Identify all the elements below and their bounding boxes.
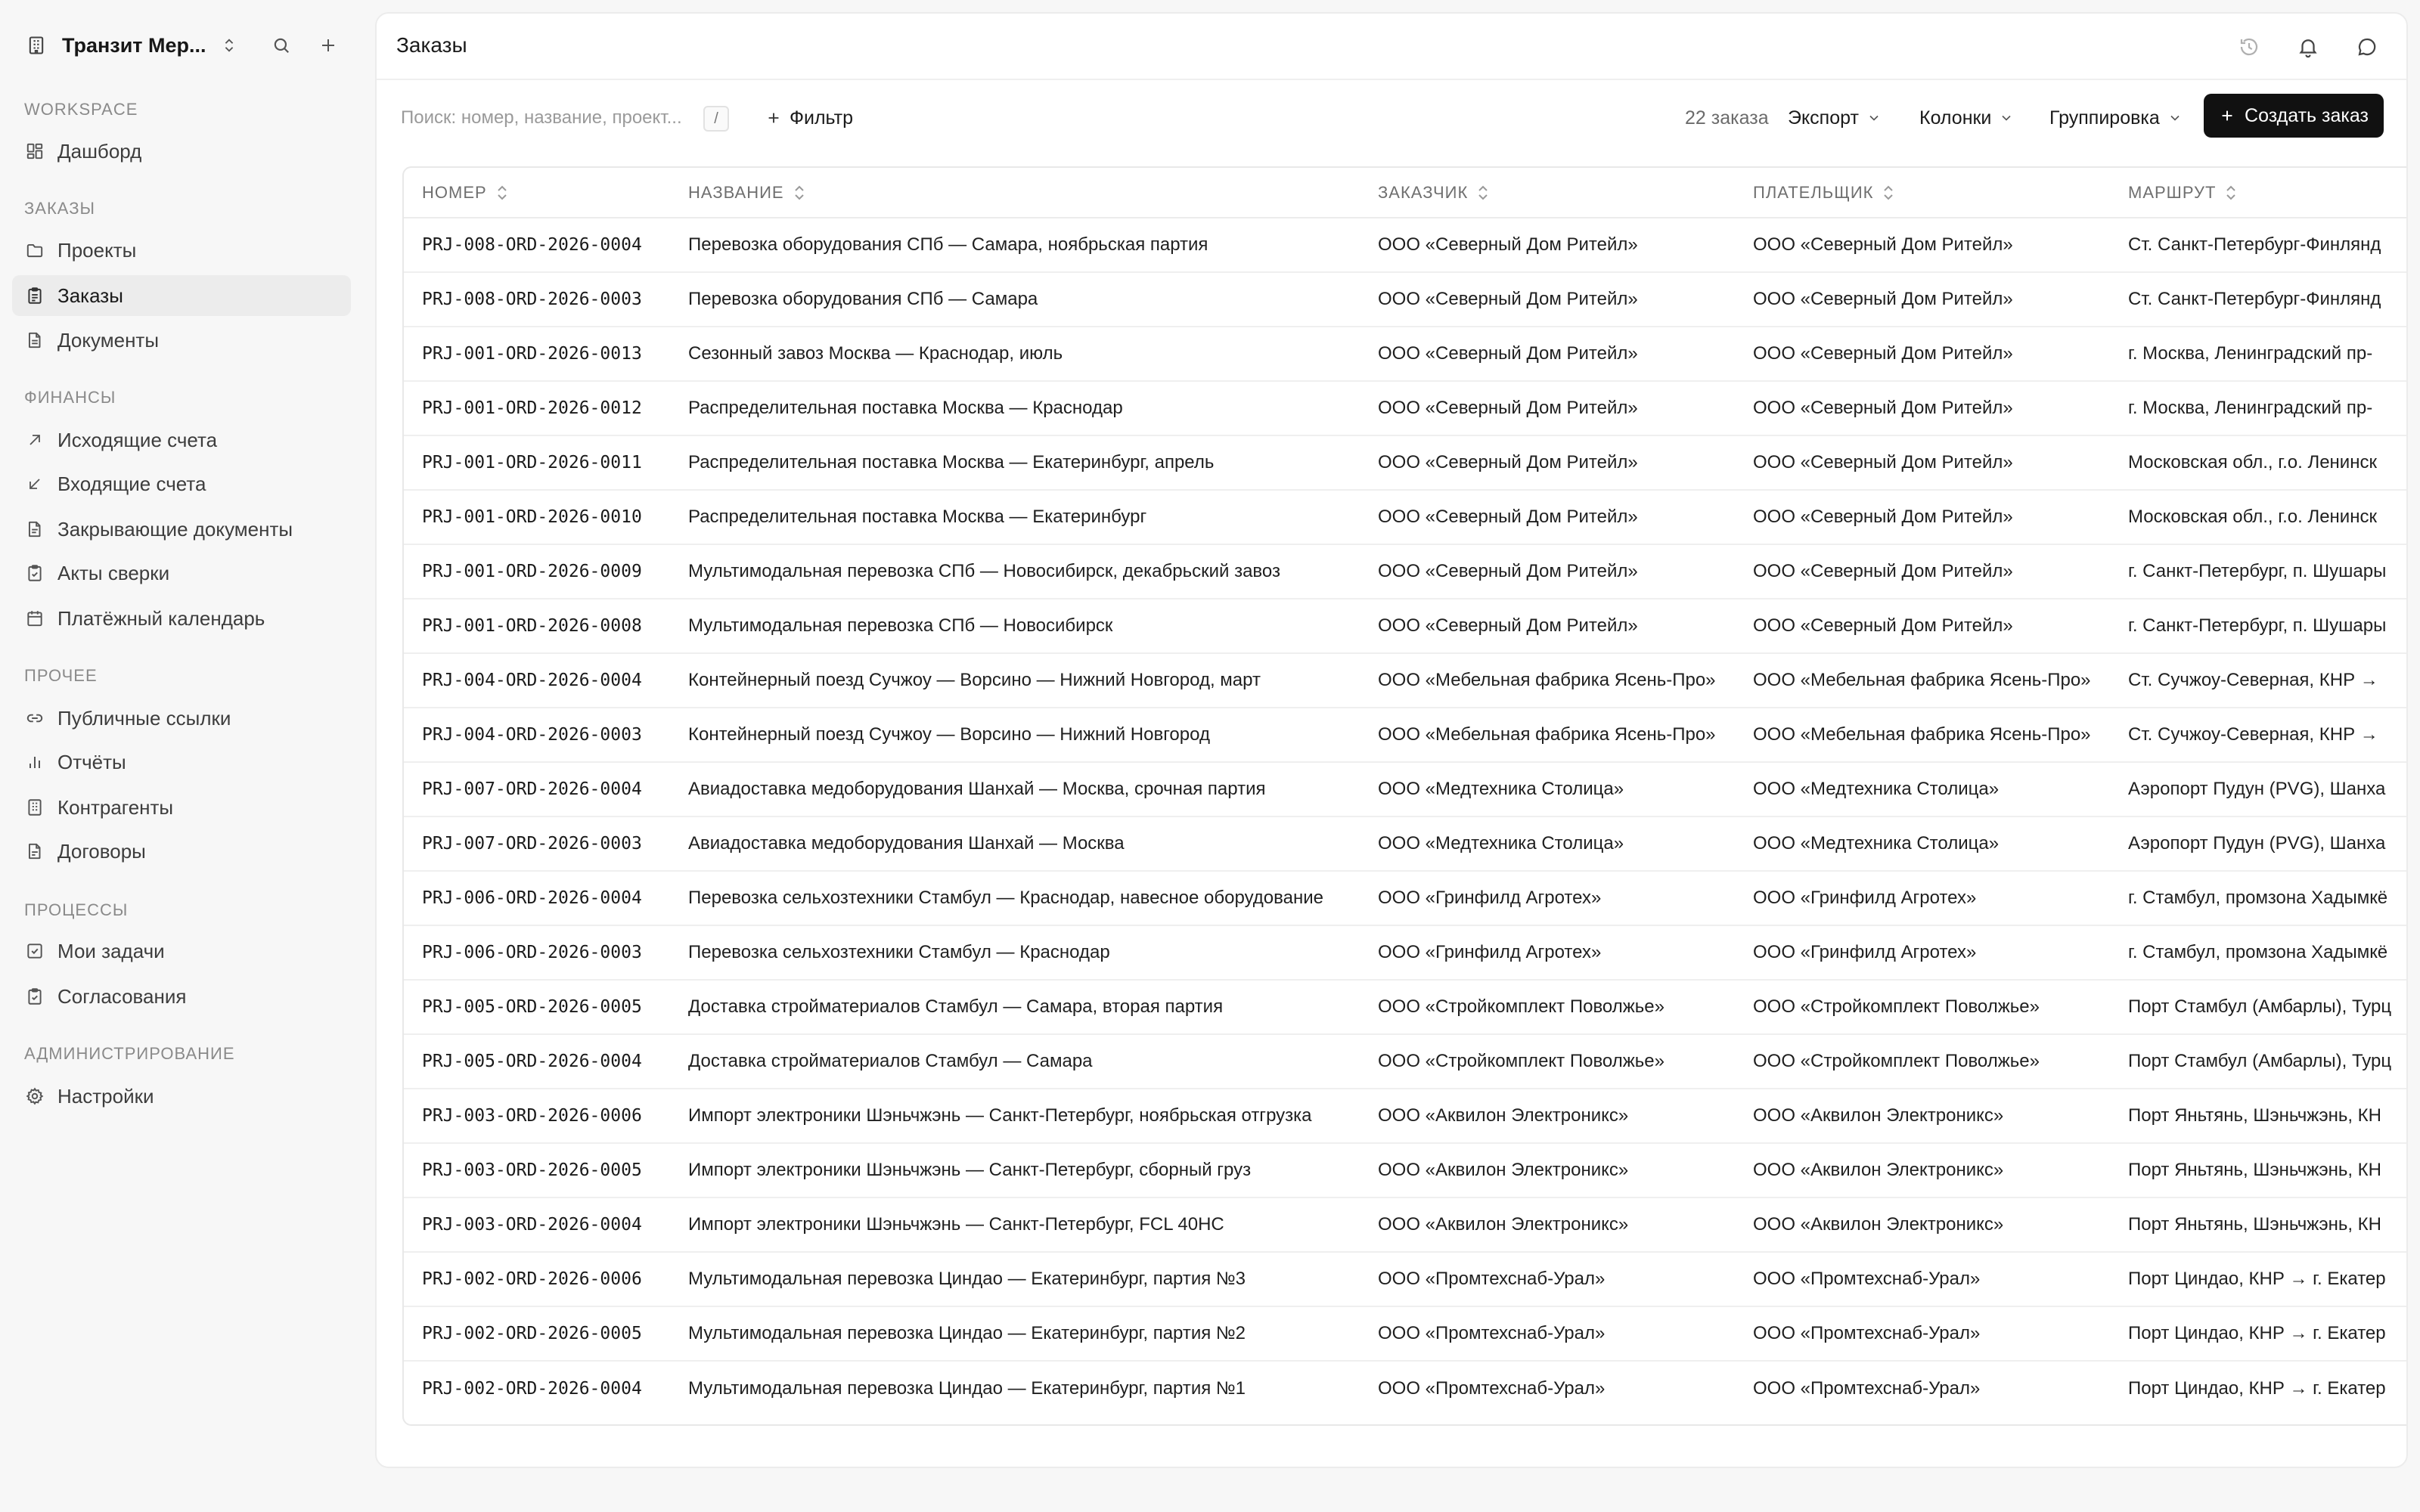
table-row[interactable]	[404, 218, 2408, 272]
sidebar-item-reports[interactable]	[12, 742, 351, 782]
payer-cell: ООО «Северный Дом Ритейл»	[1735, 490, 2110, 544]
order-name-cell: Распределительная поставка Москва — Екатеринбург	[670, 490, 1360, 544]
order-name-cell: Мультимодальная перевозка Циндао — Екатеринбург, партия №2	[670, 1306, 1360, 1361]
sidebar-item-my-tasks[interactable]	[12, 931, 351, 971]
order-name-cell: Перевозка сельхозтехники Стамбул — Краснодар	[670, 925, 1360, 980]
column-header-route[interactable]	[2110, 168, 2408, 218]
order-name-cell: Перевозка оборудования СПб — Самара	[670, 272, 1360, 327]
payer-cell: ООО «Мебельная фабрика Ясень-Про»	[1735, 653, 2110, 708]
route-cell: г. Москва, Ленинградский пр-	[2110, 327, 2408, 381]
order-number-cell: PRJ-008-ORD-2026-0003	[404, 272, 670, 327]
section-label-finance: ФИНАНСЫ	[24, 388, 116, 407]
order-name-cell: Распределительная поставка Москва — Екатеринбург, апрель	[670, 435, 1360, 490]
order-name-cell: Перевозка оборудования СПб — Самара, ноябрьская партия	[670, 218, 1360, 272]
table-body	[404, 218, 2408, 1415]
export-label: Экспорт	[1788, 107, 1859, 129]
workspace-name: Транзит Мер...	[62, 33, 206, 57]
sidebar-item-label: Отчёты	[57, 750, 126, 773]
bell-icon[interactable]	[2293, 32, 2323, 62]
column-header-customer[interactable]	[1360, 168, 1735, 218]
order-number-cell: PRJ-004-ORD-2026-0003	[404, 708, 670, 762]
order-number-cell: PRJ-008-ORD-2026-0004	[404, 218, 670, 272]
search-shortcut-hint: /	[703, 106, 729, 132]
sort-icon	[793, 184, 805, 201]
customer-cell: ООО «Мебельная фабрика Ясень-Про»	[1360, 653, 1735, 708]
table-row[interactable]	[404, 599, 2408, 653]
sidebar-item-label: Дашборд	[57, 139, 142, 163]
sidebar-item-contracts[interactable]	[12, 831, 351, 872]
order-name-cell: Импорт электроники Шэньчжэнь — Санкт-Петербург, ноябрьская отгрузка	[670, 1089, 1360, 1143]
sort-icon	[496, 184, 508, 201]
order-number-cell: PRJ-003-ORD-2026-0005	[404, 1143, 670, 1198]
customer-cell: ООО «Северный Дом Ритейл»	[1360, 381, 1735, 435]
route-cell: Ст. Сучжоу-Северная, КНР →	[2110, 708, 2408, 762]
section-label-admin: АДМИНИСТРИРОВАНИЕ	[24, 1044, 235, 1063]
top-bar	[377, 14, 2406, 80]
order-number-cell: PRJ-005-ORD-2026-0005	[404, 980, 670, 1034]
payer-cell: ООО «Медтехника Столица»	[1735, 816, 2110, 871]
route-cell: Аэропорт Пудун (PVG), Шанха	[2110, 762, 2408, 816]
customer-cell: ООО «Аквилон Электроникс»	[1360, 1198, 1735, 1252]
task-check-icon	[24, 940, 45, 962]
sidebar-item-label: Контрагенты	[57, 795, 174, 819]
customer-cell: ООО «Гринфилд Агротех»	[1360, 925, 1735, 980]
arrow-down-left-icon	[24, 473, 45, 494]
column-header-name[interactable]	[670, 168, 1360, 218]
payer-cell: ООО «Северный Дом Ритейл»	[1735, 327, 2110, 381]
customer-cell: ООО «Промтехснаб-Урал»	[1360, 1252, 1735, 1306]
order-name-cell: Импорт электроники Шэньчжэнь — Санкт-Петербург, FCL 40HC	[670, 1198, 1360, 1252]
payer-cell: ООО «Гринфилд Агротех»	[1735, 925, 2110, 980]
payer-cell: ООО «Аквилон Электроникс»	[1735, 1143, 2110, 1198]
chevron-down-icon	[2167, 110, 2183, 125]
sidebar-item-outgoing-invoices[interactable]	[12, 420, 351, 460]
dashboard-icon	[24, 141, 45, 162]
route-cell: Порт Циндао, КНР → г. Екатер	[2128, 1377, 2386, 1399]
table-row[interactable]	[404, 762, 2408, 816]
route-cell: г. Стамбул, промзона Хадымкё	[2110, 871, 2408, 925]
create-order-button[interactable]	[2204, 94, 2384, 138]
columns-button[interactable]	[1919, 100, 2014, 136]
table-row[interactable]	[404, 490, 2408, 544]
building-icon	[21, 30, 51, 60]
order-number-cell: PRJ-001-ORD-2026-0012	[404, 381, 670, 435]
route-cell: Порт Циндао, КНР → г. Екатер	[2110, 1306, 2408, 1361]
sidebar-item-label: Публичные ссылки	[57, 706, 231, 730]
sidebar-item-label: Акты сверки	[57, 561, 170, 584]
order-name-cell: Распределительная поставка Москва — Краснодар	[670, 381, 1360, 435]
order-name-cell: Авиадоставка медоборудования Шанхай — Москва, срочная партия	[670, 762, 1360, 816]
table-row[interactable]	[404, 708, 2408, 762]
payer-cell: ООО «Северный Дом Ритейл»	[1735, 381, 2110, 435]
column-header-label: ПЛАТЕЛЬЩИК	[1753, 182, 1874, 202]
customer-cell: ООО «Северный Дом Ритейл»	[1360, 490, 1735, 544]
order-number-cell: PRJ-003-ORD-2026-0004	[404, 1198, 670, 1252]
table-row[interactable]	[404, 980, 2408, 1034]
table-row[interactable]	[404, 871, 2408, 925]
order-number-cell: PRJ-001-ORD-2026-0008	[404, 599, 670, 653]
sort-icon	[1477, 184, 1489, 201]
sidebar-item-label: Исходящие счета	[57, 428, 218, 451]
route-cell: Порт Стамбул (Амбарлы), Турц	[2110, 980, 2408, 1034]
order-name-cell: Доставка стройматериалов Стамбул — Самара, вторая партия	[670, 980, 1360, 1034]
payer-cell: ООО «Стройкомплект Поволжье»	[1735, 980, 2110, 1034]
filter-button[interactable]	[765, 100, 853, 136]
sort-icon	[2225, 184, 2237, 201]
chat-icon[interactable]	[2352, 32, 2382, 62]
order-name-cell: Мультимодальная перевозка Циндао — Екатеринбург, партия №3	[670, 1252, 1360, 1306]
filter-label: Фильтр	[790, 107, 853, 129]
table-row[interactable]	[404, 1361, 2408, 1415]
search-icon[interactable]	[266, 30, 296, 60]
column-header-label: НОМЕР	[422, 182, 487, 202]
clipboard-check-icon	[24, 986, 45, 1007]
order-name-cell: Перевозка сельхозтехники Стамбул — Краснодар, навесное оборудование	[670, 871, 1360, 925]
order-number-cell: PRJ-002-ORD-2026-0006	[404, 1252, 670, 1306]
payer-cell: ООО «Мебельная фабрика Ясень-Про»	[1735, 708, 2110, 762]
orders-table	[402, 166, 2408, 1426]
order-name-cell: Импорт электроники Шэньчжэнь — Санкт-Петербург, сборный груз	[670, 1143, 1360, 1198]
order-name-cell: Мультимодальная перевозка Циндао — Екатеринбург, партия №1	[688, 1377, 1246, 1399]
payer-cell: ООО «Стройкомплект Поволжье»	[1735, 1034, 2110, 1089]
order-name-cell: Мультимодальная перевозка СПб — Новосибирск	[670, 599, 1360, 653]
order-number-cell: PRJ-004-ORD-2026-0004	[404, 653, 670, 708]
sidebar-item-label: Договоры	[57, 839, 146, 863]
order-number-cell: PRJ-002-ORD-2026-0004	[422, 1378, 642, 1399]
payer-cell: ООО «Промтехснаб-Урал»	[1753, 1377, 1981, 1399]
column-header-label: ЗАКАЗЧИК	[1378, 182, 1469, 202]
plus-icon	[765, 110, 782, 126]
table-row[interactable]	[404, 327, 2408, 381]
order-number-cell: PRJ-006-ORD-2026-0004	[404, 871, 670, 925]
customer-cell: ООО «Гринфилд Агротех»	[1360, 871, 1735, 925]
order-name-cell: Доставка стройматериалов Стамбул — Самара	[670, 1034, 1360, 1089]
sidebar-item-payment-calendar[interactable]	[12, 598, 351, 639]
payer-cell: ООО «Северный Дом Ритейл»	[1735, 435, 2110, 490]
customer-cell: ООО «Медтехника Столица»	[1360, 816, 1735, 871]
sidebar-item-label: Настройки	[57, 1084, 154, 1108]
order-name-cell: Сезонный завоз Москва — Краснодар, июль	[670, 327, 1360, 381]
file-text-icon	[24, 519, 45, 540]
table-row[interactable]	[404, 1034, 2408, 1089]
order-name-cell: Авиадоставка медоборудования Шанхай — Москва	[670, 816, 1360, 871]
customer-cell: ООО «Мебельная фабрика Ясень-Про»	[1360, 708, 1735, 762]
export-button[interactable]	[1788, 100, 1882, 136]
sidebar-item-approvals[interactable]	[12, 976, 351, 1017]
customer-cell: ООО «Аквилон Электроникс»	[1360, 1089, 1735, 1143]
link-icon	[24, 708, 45, 729]
chevrons-up-down-icon	[217, 30, 241, 60]
sidebar-item-label: Документы	[57, 328, 160, 352]
clipboard-check-icon	[24, 562, 45, 584]
route-cell: г. Санкт-Петербург, п. Шушары	[2110, 599, 2408, 653]
customer-cell: ООО «Северный Дом Ритейл»	[1360, 435, 1735, 490]
customer-cell: ООО «Северный Дом Ритейл»	[1360, 327, 1735, 381]
table-row[interactable]	[404, 816, 2408, 871]
route-cell: г. Стамбул, промзона Хадымкё	[2110, 925, 2408, 980]
bar-chart-icon	[24, 751, 45, 773]
order-number-cell: PRJ-005-ORD-2026-0004	[404, 1034, 670, 1089]
contract-icon	[24, 841, 45, 862]
route-cell: Аэропорт Пудун (PVG), Шанха	[2110, 816, 2408, 871]
table-row[interactable]	[404, 1089, 2408, 1143]
search-input[interactable]	[401, 101, 718, 135]
table-row[interactable]	[404, 1143, 2408, 1198]
table-row[interactable]	[404, 381, 2408, 435]
route-cell: Ст. Санкт-Петербург-Финлянд	[2110, 218, 2408, 272]
sidebar-item-counterparties[interactable]	[12, 787, 351, 828]
table-row[interactable]	[404, 1198, 2408, 1252]
sidebar-item-settings[interactable]	[12, 1076, 351, 1117]
payer-cell: ООО «Аквилон Электроникс»	[1735, 1198, 2110, 1252]
route-cell: Порт Яньтянь, Шэньчжэнь, КН	[2110, 1143, 2408, 1198]
route-cell: Порт Яньтянь, Шэньчжэнь, КН	[2110, 1089, 2408, 1143]
sort-icon	[1882, 184, 1894, 201]
payer-cell: ООО «Аквилон Электроникс»	[1735, 1089, 2110, 1143]
order-number-cell: PRJ-001-ORD-2026-0013	[404, 327, 670, 381]
route-cell: Порт Циндао, КНР → г. Екатер	[2110, 1252, 2408, 1306]
document-icon	[24, 330, 45, 351]
column-header-payer[interactable]	[1735, 168, 2110, 218]
sidebar-item-projects[interactable]	[12, 230, 351, 271]
table-row[interactable]	[404, 435, 2408, 490]
section-label-other: ПРОЧЕЕ	[24, 666, 98, 685]
customer-cell: ООО «Промтехснаб-Урал»	[1360, 1306, 1735, 1361]
order-name-cell: Контейнерный поезд Сучжоу — Ворсино — Нижний Новгород	[670, 708, 1360, 762]
main-panel	[375, 12, 2408, 1468]
customer-cell: ООО «Северный Дом Ритейл»	[1360, 599, 1735, 653]
order-number-cell: PRJ-007-ORD-2026-0004	[404, 762, 670, 816]
chevron-down-icon	[1866, 110, 1882, 125]
payer-cell: ООО «Промтехснаб-Урал»	[1735, 1252, 2110, 1306]
folder-icon	[24, 240, 45, 261]
plus-icon	[2219, 107, 2235, 124]
sidebar-item-label: Закрывающие документы	[57, 517, 293, 541]
payer-cell: ООО «Промтехснаб-Урал»	[1735, 1306, 2110, 1361]
customer-cell: ООО «Аквилон Электроникс»	[1360, 1143, 1735, 1198]
customer-cell: ООО «Стройкомплект Поволжье»	[1360, 1034, 1735, 1089]
order-name-cell: Контейнерный поезд Сучжоу — Ворсино — Нижний Новгород, март	[670, 653, 1360, 708]
clipboard-icon	[24, 285, 45, 306]
customer-cell: ООО «Медтехника Столица»	[1360, 762, 1735, 816]
route-cell: г. Москва, Ленинградский пр-	[2110, 381, 2408, 435]
workspace-switcher[interactable]	[21, 27, 354, 64]
column-header-label: НАЗВАНИЕ	[688, 182, 784, 202]
sidebar-item-closing-documents[interactable]	[12, 509, 351, 550]
section-label-workspace: WORKSPACE	[24, 100, 138, 119]
table-row[interactable]	[404, 1306, 2408, 1361]
route-cell: Порт Стамбул (Амбарлы), Турц	[2110, 1034, 2408, 1089]
sidebar-item-public-links[interactable]	[12, 698, 351, 739]
sidebar-item-label: Мои задачи	[57, 939, 165, 962]
table-row[interactable]	[404, 653, 2408, 708]
sidebar-item-documents[interactable]	[12, 320, 351, 361]
route-cell: Порт Яньтянь, Шэньчжэнь, КН	[2110, 1198, 2408, 1252]
payer-cell: ООО «Гринфилд Агротех»	[1735, 871, 2110, 925]
grouping-button[interactable]	[2049, 100, 2183, 136]
payer-cell: ООО «Медтехника Столица»	[1735, 762, 2110, 816]
history-icon[interactable]	[2234, 32, 2264, 62]
payer-cell: ООО «Северный Дом Ритейл»	[1735, 544, 2110, 599]
customer-cell: ООО «Северный Дом Ритейл»	[1360, 272, 1735, 327]
route-cell: Московская обл., г.о. Ленинск	[2110, 490, 2408, 544]
customer-cell: ООО «Северный Дом Ритейл»	[1360, 544, 1735, 599]
sidebar-item-label: Согласования	[57, 984, 187, 1008]
grouping-label: Группировка	[2049, 107, 2160, 129]
customer-cell: ООО «Стройкомплект Поволжье»	[1360, 980, 1735, 1034]
order-number-cell: PRJ-001-ORD-2026-0011	[404, 435, 670, 490]
customer-cell: ООО «Северный Дом Ритейл»	[1360, 218, 1735, 272]
sidebar-item-dashboard[interactable]	[12, 131, 351, 172]
section-label-orders: ЗАКАЗЫ	[24, 199, 95, 218]
order-number-cell: PRJ-003-ORD-2026-0006	[404, 1089, 670, 1143]
create-order-label: Создать заказ	[2245, 104, 2369, 126]
building-icon	[24, 797, 45, 818]
toolbar	[377, 89, 2406, 147]
add-icon[interactable]	[313, 30, 343, 60]
payer-cell: ООО «Северный Дом Ритейл»	[1735, 218, 2110, 272]
column-header-label: МАРШРУТ	[2128, 182, 2217, 202]
order-number-cell: PRJ-001-ORD-2026-0010	[404, 490, 670, 544]
sidebar-item-label: Заказы	[57, 284, 123, 307]
payer-cell: ООО «Северный Дом Ритейл»	[1735, 272, 2110, 327]
column-header-number[interactable]	[404, 168, 670, 218]
customer-cell: ООО «Промтехснаб-Урал»	[1378, 1377, 1606, 1399]
sidebar-item-label: Проекты	[57, 238, 137, 262]
sidebar-item-label: Входящие счета	[57, 472, 206, 495]
section-label-processes: ПРОЦЕССЫ	[24, 900, 129, 919]
sidebar-item-reconciliation-acts[interactable]	[12, 553, 351, 593]
route-cell: Ст. Сучжоу-Северная, КНР →	[2110, 653, 2408, 708]
route-cell: Ст. Санкт-Петербург-Финлянд	[2110, 272, 2408, 327]
table-header-row	[404, 168, 2408, 218]
order-number-cell: PRJ-007-ORD-2026-0003	[404, 816, 670, 871]
route-cell: Московская обл., г.о. Ленинск	[2110, 435, 2408, 490]
page-title: Заказы	[396, 33, 467, 57]
table-row[interactable]	[404, 925, 2408, 980]
sidebar	[0, 0, 366, 1512]
route-cell: г. Санкт-Петербург, п. Шушары	[2110, 544, 2408, 599]
chevron-down-icon	[1999, 110, 2014, 125]
order-number-cell: PRJ-006-ORD-2026-0003	[404, 925, 670, 980]
columns-label: Колонки	[1919, 107, 1992, 129]
orders-count: 22 заказа	[1685, 107, 1769, 129]
sidebar-item-incoming-invoices[interactable]	[12, 463, 351, 504]
order-name-cell: Мультимодальная перевозка СПб — Новосибирск, декабрьский завоз	[670, 544, 1360, 599]
order-number-cell: PRJ-002-ORD-2026-0005	[404, 1306, 670, 1361]
table-row[interactable]	[404, 272, 2408, 327]
gear-icon	[24, 1086, 45, 1107]
payer-cell: ООО «Северный Дом Ритейл»	[1735, 599, 2110, 653]
table-row[interactable]	[404, 1252, 2408, 1306]
sidebar-item-orders[interactable]	[12, 275, 351, 316]
table-row[interactable]	[404, 544, 2408, 599]
arrow-up-right-icon	[24, 429, 45, 451]
calendar-icon	[24, 608, 45, 629]
order-number-cell: PRJ-001-ORD-2026-0009	[404, 544, 670, 599]
sidebar-item-label: Платёжный календарь	[57, 606, 265, 630]
